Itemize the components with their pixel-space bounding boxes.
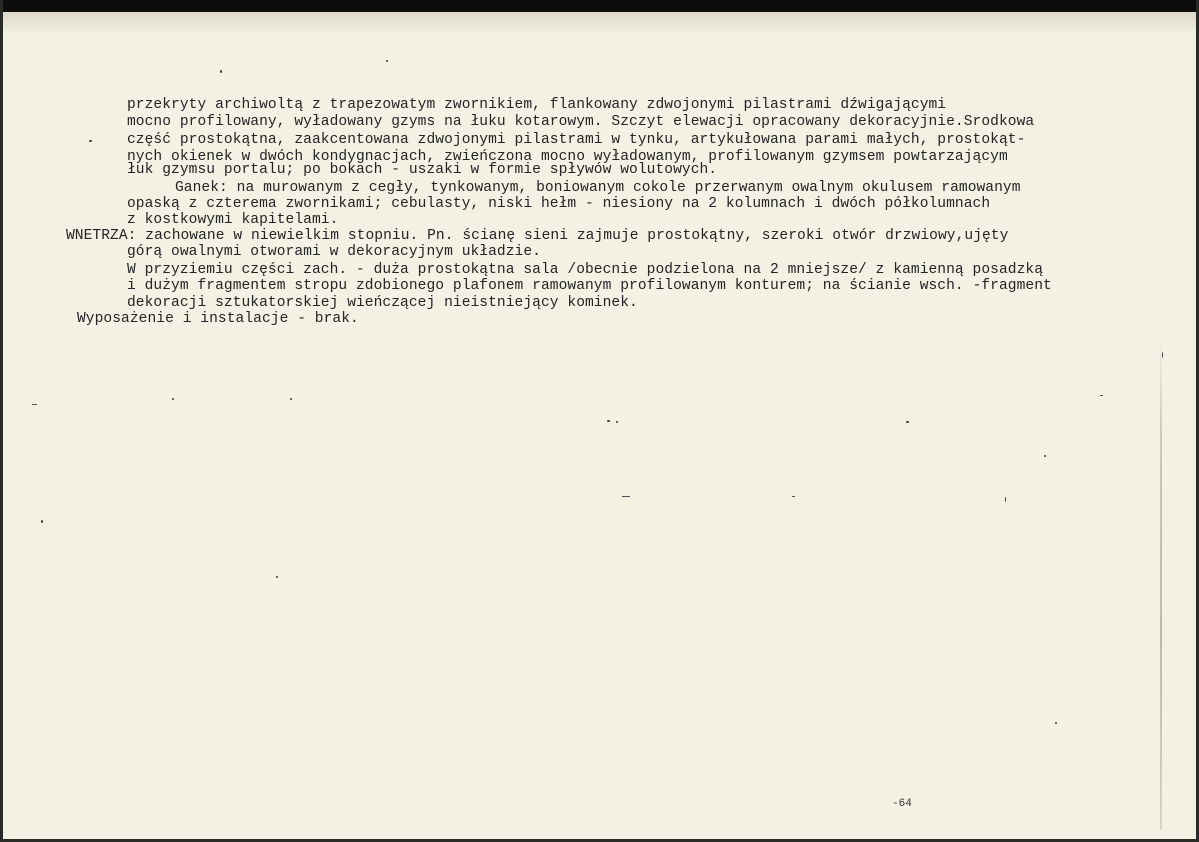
scan-mark <box>1100 395 1103 396</box>
paper-fold-line <box>1160 340 1162 830</box>
scan-speck <box>89 140 92 142</box>
scan-top-border <box>0 0 1199 12</box>
text-line: Wyposażenie i instalacje - brak. <box>77 311 359 327</box>
text-line: i dużym fragmentem stropu zdobionego plafonem ramowanym profilowanym konturem; na ścianie wsch. -fragment <box>127 278 1052 294</box>
scan-speck <box>276 576 278 578</box>
text-line: Ganek: na murowanym z cegły, tynkowanym, boniowanym cokole przerwanym owalnym okulusem ramowanym <box>175 180 1021 196</box>
text-line: mocno profilowany, wyładowany gzyms na łuku kotarowym. Szczyt elewacji opracowany dekoracyjnie.Srodkowa <box>127 114 1035 130</box>
text-line: część prostokątna, zaakcentowana zdwojonymi pilastrami w tynku, artykułowana parami małych, prostokąt- <box>127 132 1026 148</box>
text-line: górą owalnymi otworami w dekoracyjnym układzie. <box>127 244 541 260</box>
text-line: dekoracji sztukatorskiej wieńczącej nieistniejący kominek. <box>127 295 638 311</box>
text-line: opaską z czterema zwornikami; cebulasty, niski hełm - niesiony na 2 kolumnach i dwóch półkolumnach <box>127 196 991 212</box>
scan-mark <box>792 496 795 497</box>
scan-speck <box>616 421 618 423</box>
page-number: -64 <box>892 798 912 810</box>
scan-speck <box>172 398 174 400</box>
section-heading-line: WNETRZA: zachowane w niewielkim stopniu. Pn. ścianę sieni zajmuje prostokątny, szeroki otwór drzwiowy,ujęty <box>66 228 1009 244</box>
scan-mark <box>622 496 630 497</box>
scan-speck <box>607 420 610 422</box>
scan-speck <box>1005 497 1006 502</box>
scan-speck <box>1044 455 1046 457</box>
text-line: przekryty archiwoltą z trapezowatym zwornikiem, flankowany zdwojonymi pilastrami dźwigającymi <box>127 97 947 113</box>
text-line: łuk gzymsu portalu; po bokach - uszaki w formie spływów wolutowych. <box>127 162 718 178</box>
scan-speck <box>1055 722 1057 724</box>
scan-speck <box>386 60 388 62</box>
scan-speck <box>220 70 222 73</box>
scan-speck <box>906 421 909 423</box>
scan-speck <box>41 520 43 523</box>
text-line: nych okienek w dwóch kondygnacjach, zwieńczona mocno wyładowanym, profilowanym gzymsem powtarzającym <box>127 149 1008 165</box>
text-line: z kostkowymi kapitelami. <box>127 212 339 228</box>
scan-mark <box>32 404 37 405</box>
scan-top-shadow <box>0 12 1199 34</box>
scan-speck <box>290 398 292 400</box>
scan-speck <box>1162 352 1163 358</box>
scan-left-edge <box>0 0 3 842</box>
text-line: W przyziemiu części zach. - duża prostokątna sala /obecnie podzielona na 2 mniejsze/ z kamienną posadzką <box>127 262 1043 278</box>
